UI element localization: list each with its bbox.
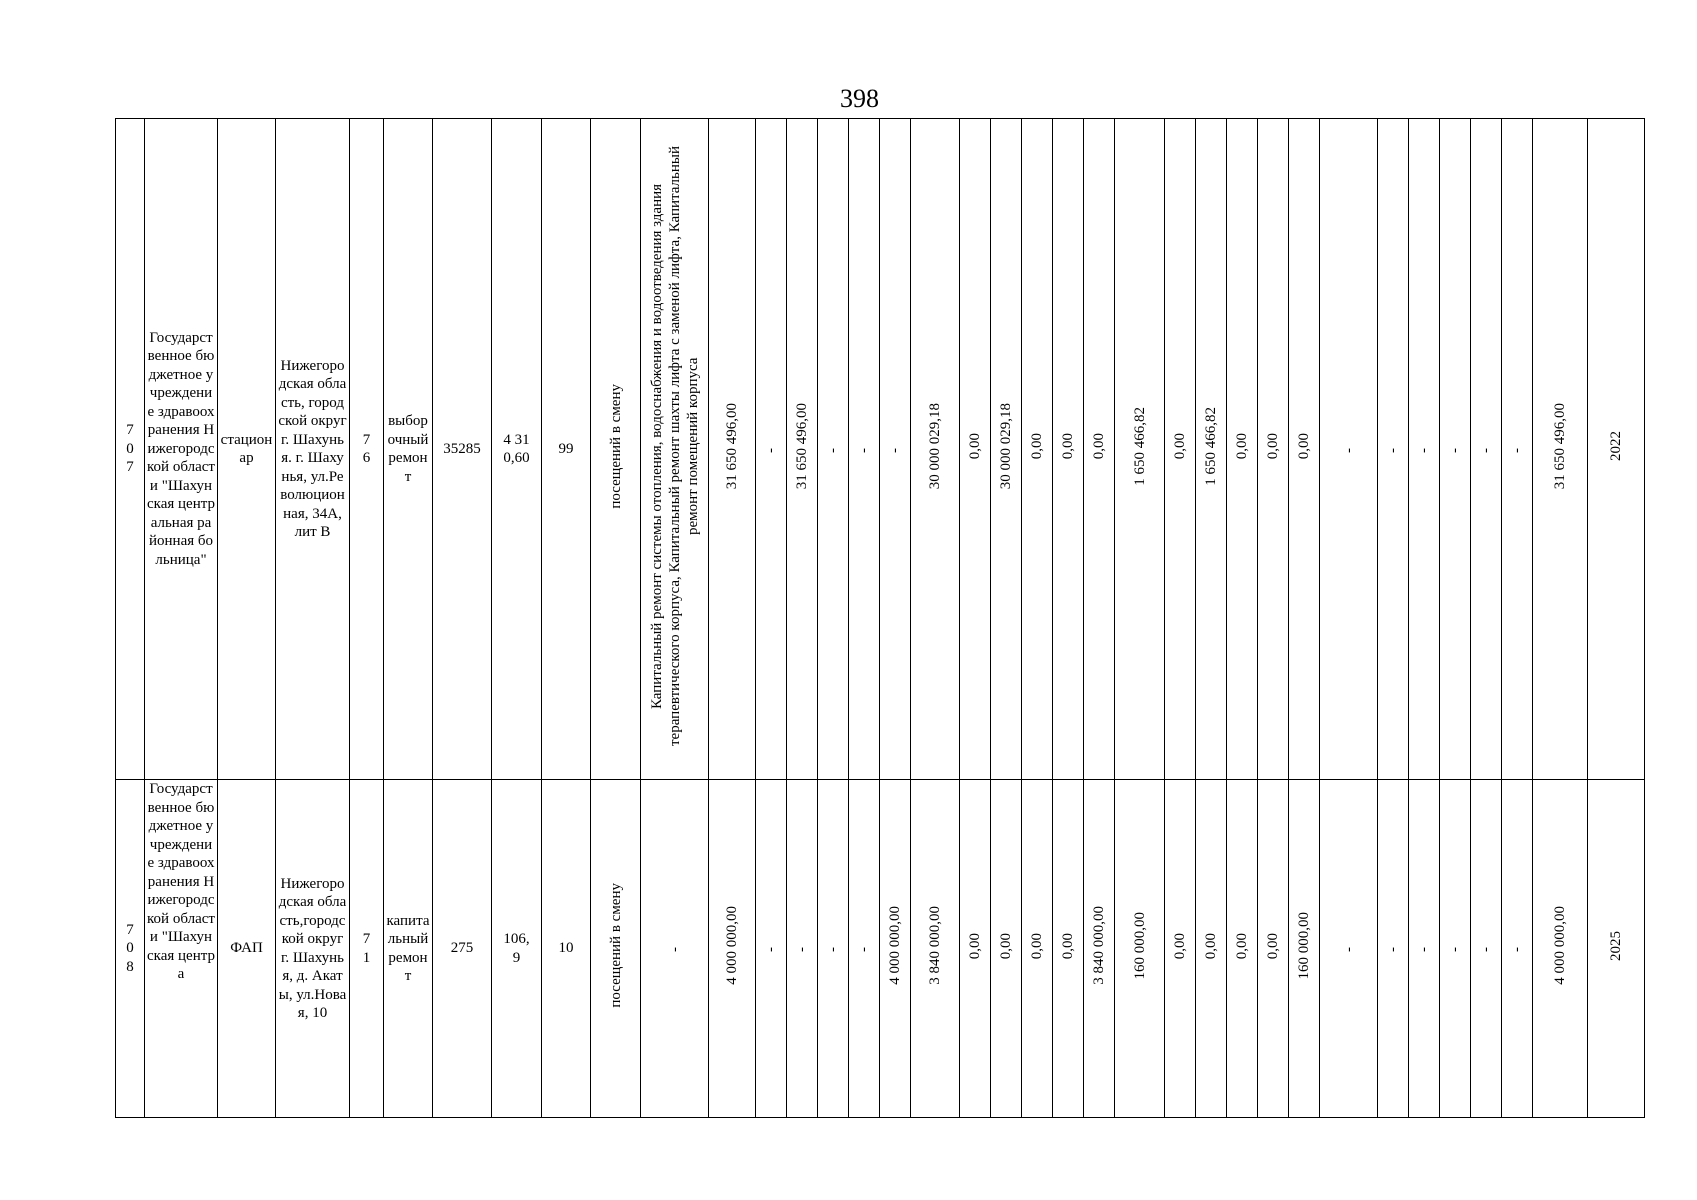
capacity: 99 — [542, 119, 591, 780]
value-cell: - — [1320, 119, 1378, 780]
value-cell: 1 650 466,82 — [1196, 119, 1227, 780]
value-cell: 0,00 — [1289, 119, 1320, 780]
wear-percent: 71 — [350, 780, 384, 1118]
row-number: 707 — [116, 119, 145, 780]
value-cell: 0,00 — [1084, 119, 1115, 780]
value-cell: - — [849, 119, 880, 780]
work-description: Капитальный ремонт системы отопления, водоснабжения и водоотведения здания терапевтического корпуса, Капитальный ремонт шахты лифта с заменой лифта, Капитальный ремонт помещений корпуса — [641, 119, 709, 780]
value-cell: - — [880, 119, 911, 780]
object-type: стационар — [218, 119, 276, 780]
year-built: 275 — [433, 780, 492, 1118]
value-cell: 0,00 — [1258, 119, 1289, 780]
page-number: 398 — [840, 84, 879, 113]
institution-name: Государственное бюджетное учреждение здравоохранения Нижегородской области "Шахунская центра — [145, 780, 218, 1118]
object-address: Нижегородская область,городской округ г. Шахунья, д. Акаты, ул.Новая, 10 — [276, 780, 350, 1118]
work-type: выборочный ремонт — [384, 119, 433, 780]
capacity-unit: посещений в смену — [591, 780, 641, 1118]
value-cell: 0,00 — [1165, 780, 1196, 1118]
value-cell: 31 650 496,00 — [787, 119, 818, 780]
value-cell: - — [1378, 119, 1409, 780]
value-cell: - — [1502, 780, 1533, 1118]
data-table — [115, 118, 1645, 1118]
value-cell: - — [818, 780, 849, 1118]
year-built: 35285 — [433, 119, 492, 780]
value-cell: 0,00 — [1258, 780, 1289, 1118]
value-cell: 0,00 — [1053, 119, 1084, 780]
area: 4 310,60 — [492, 119, 542, 780]
value-cell: - — [1440, 780, 1471, 1118]
institution-name: Государственное бюджетное учреждение здравоохранения Нижегородской области "Шахунская центральная районная больница" — [145, 119, 218, 780]
value-cell: 3 840 000,00 — [1084, 780, 1115, 1118]
value-cell: - — [756, 780, 787, 1118]
value-cell: - — [1471, 119, 1502, 780]
value-cell: 0,00 — [1022, 780, 1053, 1118]
table-row — [116, 119, 1645, 780]
area: 106,9 — [492, 780, 542, 1118]
value-cell: - — [849, 780, 880, 1118]
total-cost: 4 000 000,00 — [709, 780, 756, 1118]
value-cell: - — [1409, 780, 1440, 1118]
value-cell: 160 000,00 — [1289, 780, 1320, 1118]
value-cell: - — [1502, 119, 1533, 780]
completion-year: 2022 — [1588, 119, 1645, 780]
row-number: 708 — [116, 780, 145, 1118]
value-cell: 3 840 000,00 — [911, 780, 960, 1118]
value-cell: 30 000 029,18 — [991, 119, 1022, 780]
value-cell: - — [818, 119, 849, 780]
capacity-unit: посещений в смену — [591, 119, 641, 780]
value-cell: - — [756, 119, 787, 780]
value-cell: - — [1471, 780, 1502, 1118]
value-cell: 0,00 — [960, 119, 991, 780]
value-cell: - — [1440, 119, 1471, 780]
value-cell: 0,00 — [960, 780, 991, 1118]
value-cell: 0,00 — [1165, 119, 1196, 780]
completion-year: 2025 — [1588, 780, 1645, 1118]
value-cell: - — [787, 780, 818, 1118]
capacity: 10 — [542, 780, 591, 1118]
final-total: 31 650 496,00 — [1533, 119, 1588, 780]
value-cell: 0,00 — [1053, 780, 1084, 1118]
total-cost: 31 650 496,00 — [709, 119, 756, 780]
object-type: ФАП — [218, 780, 276, 1118]
table-row — [116, 780, 1645, 1118]
value-cell: - — [1320, 780, 1378, 1118]
object-address: Нижегородская область, городской округ г. Шахунья. г. Шахунья, ул.Революционная, 34А, лит В — [276, 119, 350, 780]
value-cell: 1 650 466,82 — [1115, 119, 1165, 780]
final-total: 4 000 000,00 — [1533, 780, 1588, 1118]
work-type: капитальный ремонт — [384, 780, 433, 1118]
value-cell: 160 000,00 — [1115, 780, 1165, 1118]
value-cell: 4 000 000,00 — [880, 780, 911, 1118]
value-cell: 0,00 — [991, 780, 1022, 1118]
work-description: - — [641, 780, 709, 1118]
value-cell: 0,00 — [1227, 780, 1258, 1118]
value-cell: 0,00 — [1227, 119, 1258, 780]
value-cell: 30 000 029,18 — [911, 119, 960, 780]
value-cell: - — [1378, 780, 1409, 1118]
wear-percent: 76 — [350, 119, 384, 780]
value-cell: - — [1409, 119, 1440, 780]
value-cell: 0,00 — [1196, 780, 1227, 1118]
value-cell: 0,00 — [1022, 119, 1053, 780]
